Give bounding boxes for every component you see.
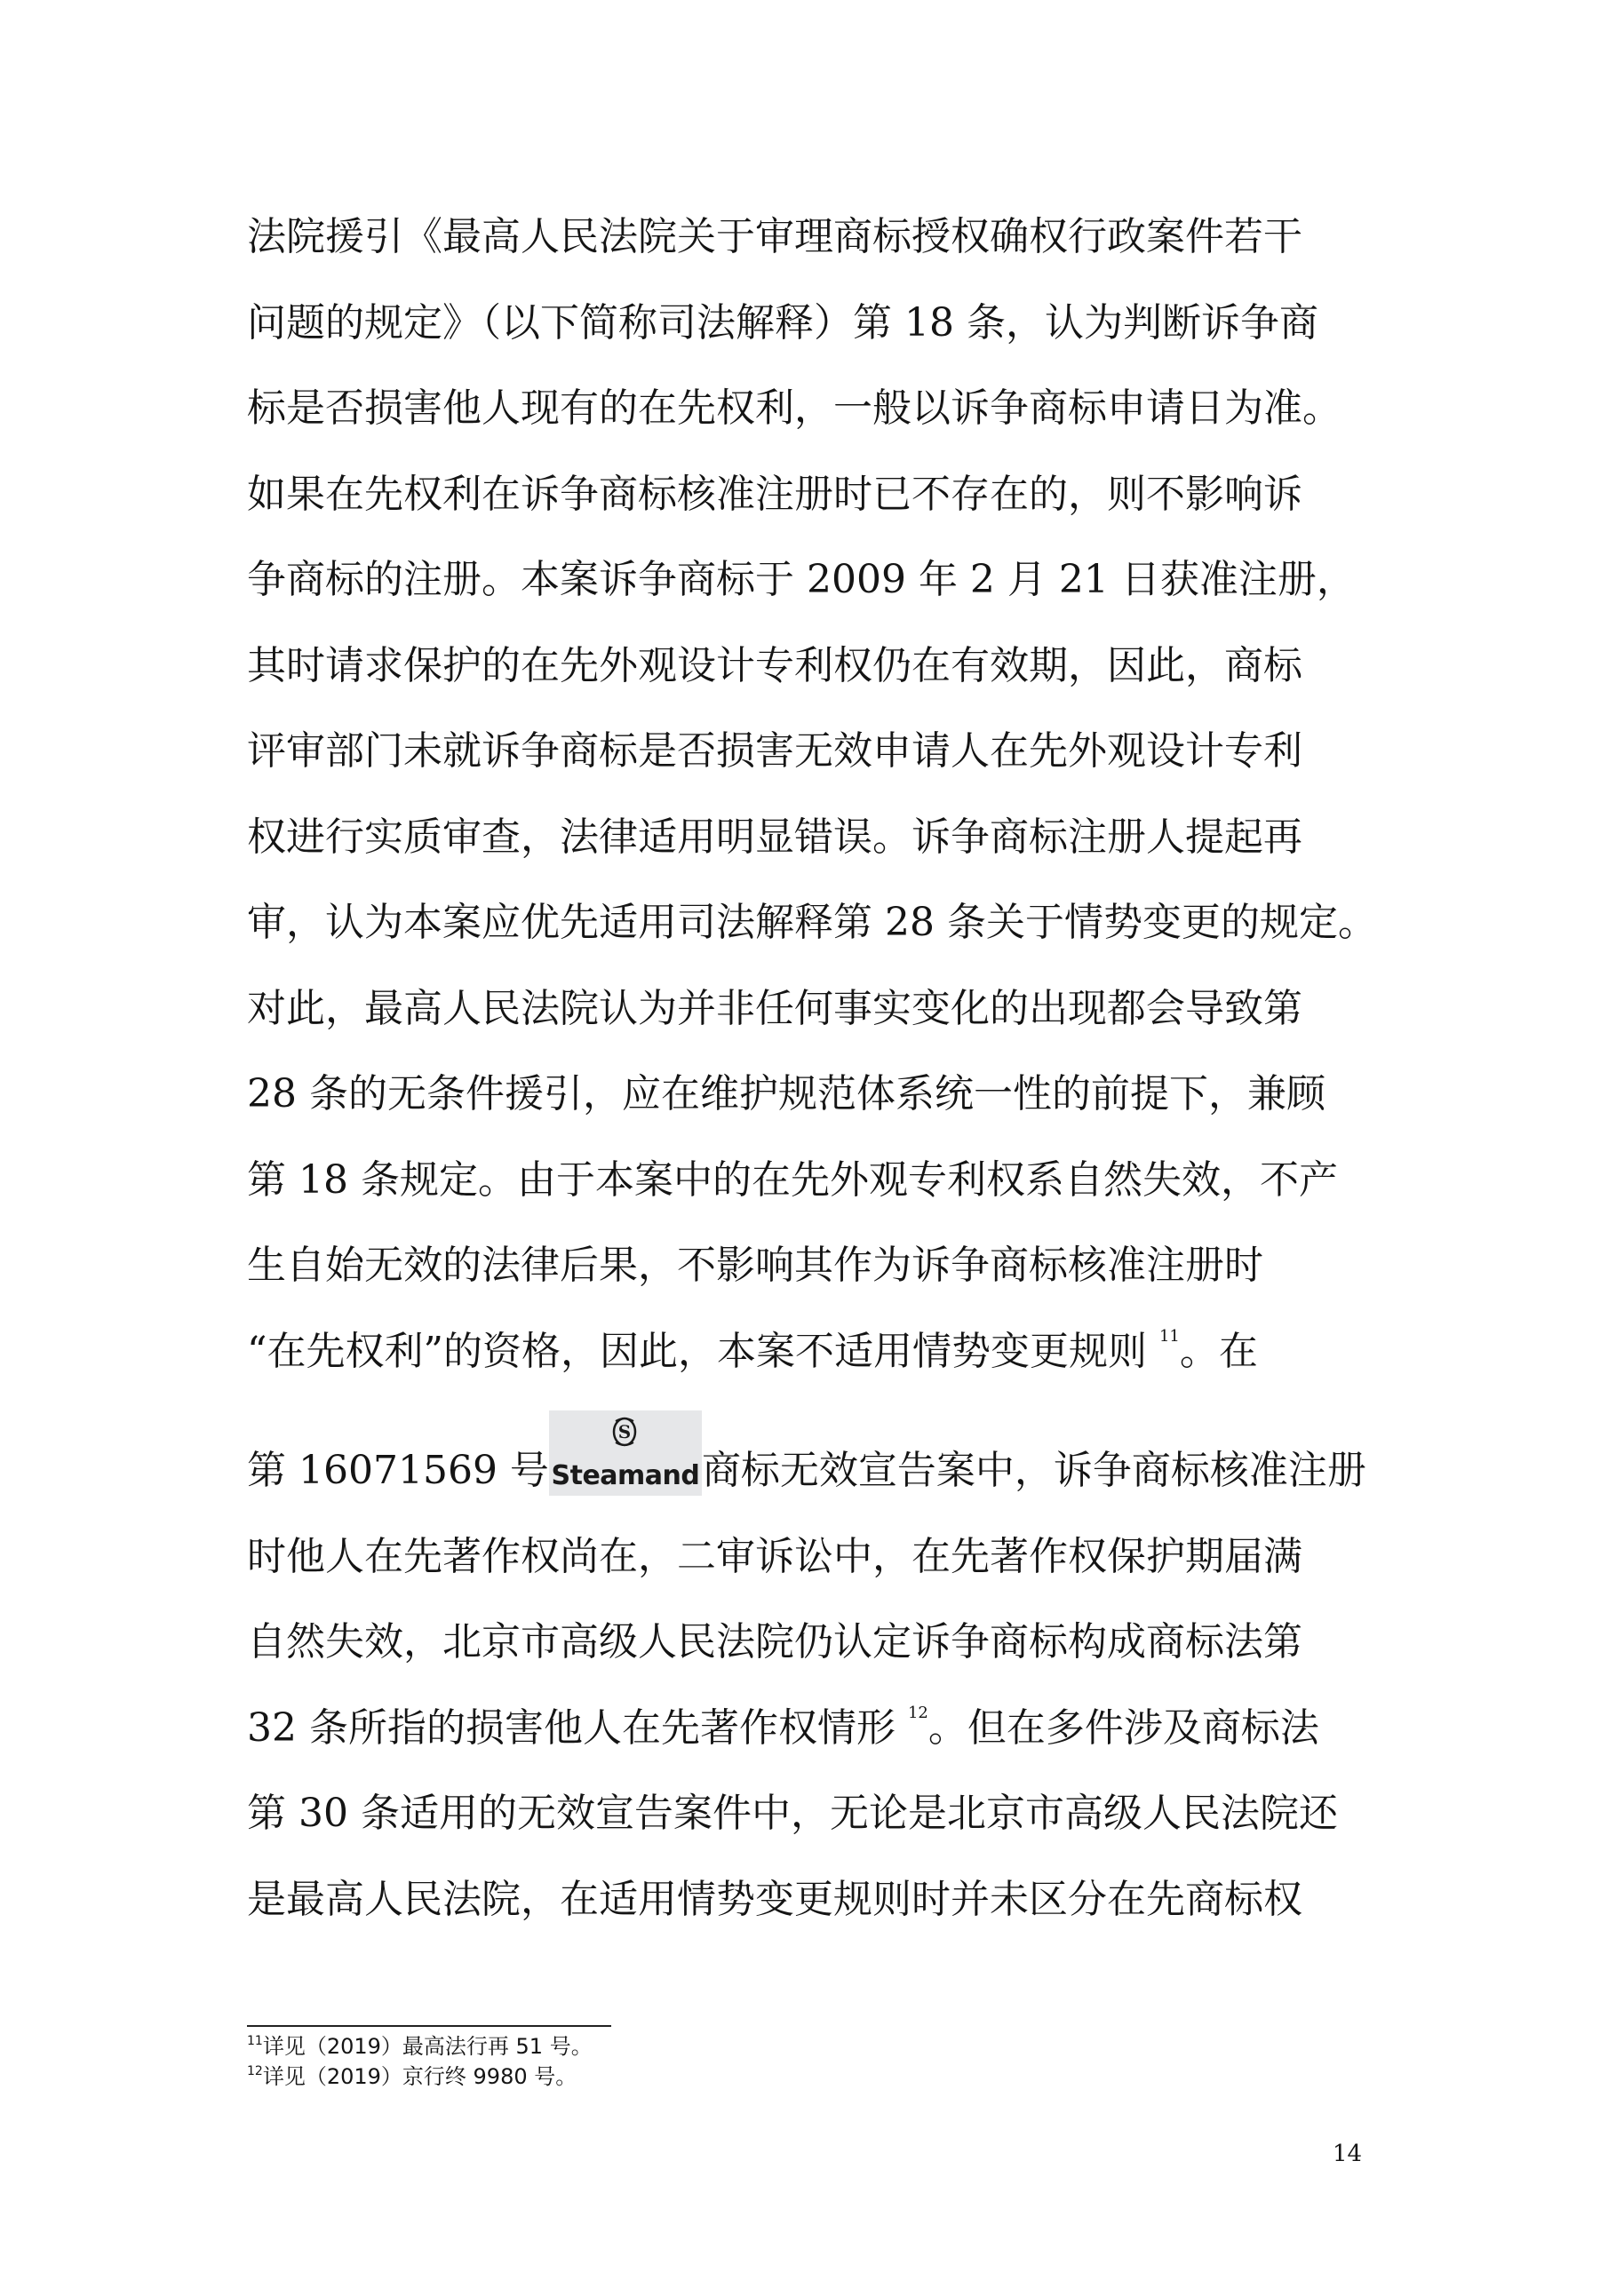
body-line-8: 权进行实质审查，法律适用明显错误。诉争商标注册人提起再 (247, 814, 1302, 860)
body-line-15 (247, 1421, 1366, 1498)
body-line-11: 28 条的无条件援引，应在维护规范体系统一性的前提下，兼顾 (247, 1071, 1325, 1116)
footnote-11-number: 11 (247, 2034, 263, 2048)
body-line-17: 自然失效，北京市高级人民法院仍认定诉争商标构成商标法第 (247, 1619, 1302, 1664)
body-line-18-text: 32 条所指的损害他人在先著作权情形 (247, 1705, 908, 1751)
body-line-7: 评审部门未就诉争商标是否损害无效申请人在先外观设计专利 (247, 728, 1302, 774)
body-line-18 (247, 1702, 1319, 1755)
body-line-4: 如果在先权利在诉争商标核准注册时已不存在的，则不影响诉 (247, 472, 1302, 517)
body-line-3: 标是否损害他人现有的在先权利，一般以诉争商标申请日为准。 (247, 385, 1341, 431)
body-line-18-after: 。但在多件涉及商标法 (927, 1705, 1319, 1751)
body-line-20: 是最高人民法院，在适用情势变更规则时并未区分在先商标权 (247, 1877, 1302, 1922)
footnote-12 (247, 2062, 577, 2091)
body-line-1: 法院援引《最高人民法院关于审理商标授权确权行政案件若干 (247, 214, 1302, 259)
steamand-logo-word: Steamand (551, 1460, 700, 1491)
body-line-16: 时他人在先著作权尚在，二审诉讼中，在先著作权保护期届满 (247, 1534, 1302, 1579)
body-line-14-text: “在先权利”的资格，因此，本案不适用情势变更规则 (247, 1329, 1159, 1374)
footnote-ref-12[interactable]: 12 (907, 1704, 928, 1722)
body-line-19: 第 30 条适用的无效宣告案件中，无论是北京市高级人民法院还 (247, 1791, 1338, 1836)
steamand-emblem-letter: S (617, 1421, 632, 1442)
footnote-12-text: 详见（2019）京行终 9980 号。 (262, 2064, 577, 2089)
steamand-emblem-icon (611, 1416, 638, 1448)
footnote-ref-11[interactable]: 11 (1158, 1327, 1180, 1346)
footnote-12-number: 12 (247, 2064, 263, 2078)
body-line-15-after: 商标无效宣告案中，诉争商标核准注册 (701, 1448, 1366, 1493)
footnote-11-text: 详见（2019）最高法行再 51 号。 (262, 2034, 593, 2059)
body-line-12: 第 18 条规定。由于本案中的在先外观专利权系自然失效，不产 (247, 1157, 1338, 1203)
body-line-5: 争商标的注册。本案诉争商标于 2009 年 2 月 21 日获准注册， (247, 557, 1356, 602)
footnote-separator (247, 2025, 611, 2027)
body-line-14-after: 。在 (1179, 1329, 1258, 1374)
body-line-9: 审，认为本案应优先适用司法解释第 28 条关于情势变更的规定。 (247, 900, 1377, 945)
body-line-2: 问题的规定》（以下简称司法解释）第 18 条，认为判断诉争商 (247, 300, 1318, 346)
body-line-6: 其时请求保护的在先外观设计专利权仍在有效期，因此，商标 (247, 643, 1302, 688)
steamand-trademark-logo (549, 1410, 702, 1496)
page-number: 14 (1333, 2141, 1363, 2167)
body-line-15-before: 第 16071569 号 (247, 1448, 549, 1493)
body-line-14 (247, 1325, 1258, 1378)
body-line-13: 生自始无效的法律后果，不影响其作为诉争商标核准注册时 (247, 1243, 1263, 1288)
body-line-10: 对此，最高人民法院认为并非任何事实变化的出现都会导致第 (247, 986, 1302, 1031)
footnote-11 (247, 2032, 593, 2061)
